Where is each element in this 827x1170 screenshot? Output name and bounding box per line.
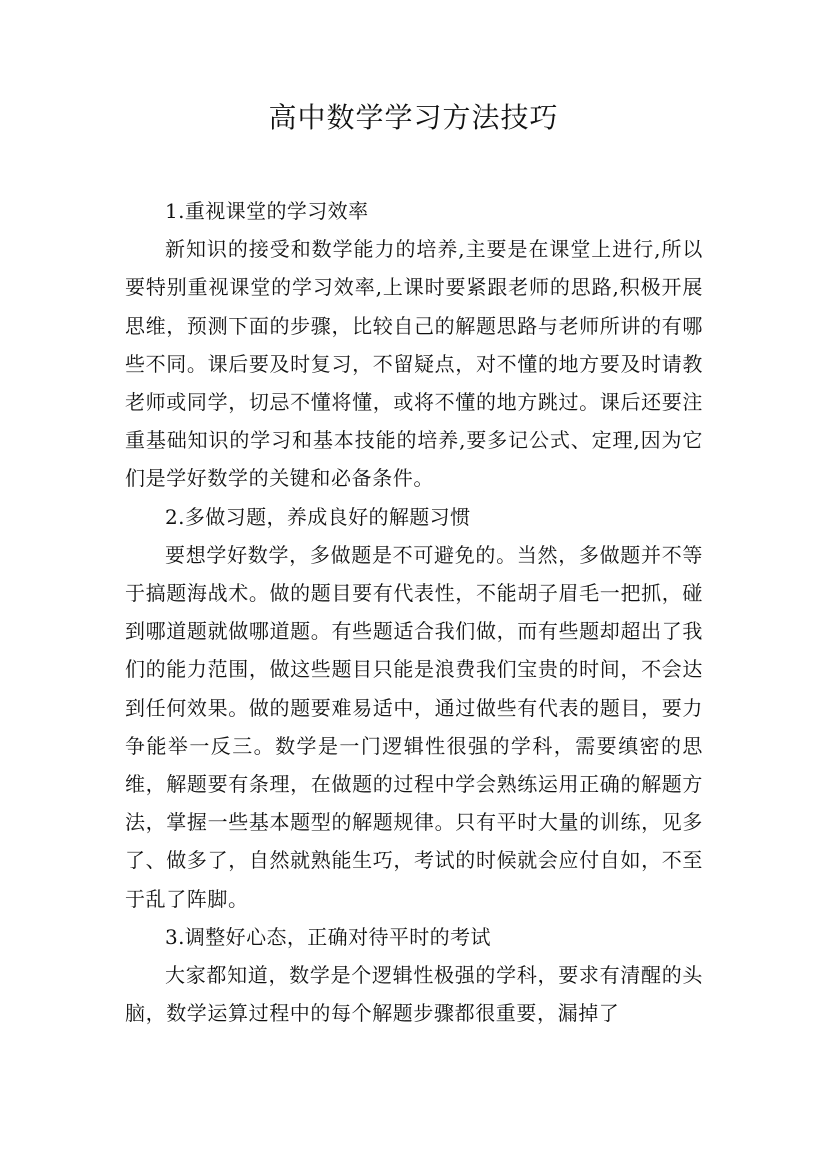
section-paragraph-3: 大家都知道，数学是个逻辑性极强的学科，要求有清醒的头脑，数学运算过程中的每个解题步骤都很重要，漏掉了 xyxy=(125,963,703,1026)
document-body xyxy=(125,192,703,1032)
section-heading-2: 2.多做习题，养成良好的解题习惯 xyxy=(165,504,471,529)
section-heading-3: 3.调整好心态，正确对待平时的考试 xyxy=(165,924,491,949)
section-paragraph-2: 要想学好数学，多做题是不可避免的。当然，多做题并不等于搞题海战术。做的题目要有代表性，不能胡子眉毛一把抓，碰到哪道题就做哪道题。有些题适合我们做，而有些题却超出了我们的能力范围，做这些题目只能是浪费我们宝贵的时间，不会达到任何效果。做的题要难易适中，通过做些有代表的题目，要力争能举一反三。数学是一门逻辑性很强的学科，需要缜密的思维，解题要有条理，在做题的过程中学会熟练运用正确的解题方法，掌握一些基本题型的解题规律。只有平时大量的训练，见多了、做多了，自然就熟能生巧，考试的时候就会应付自如，不至于乱了阵脚。 xyxy=(125,542,703,911)
section-heading-1: 1.重视课堂的学习效率 xyxy=(165,199,369,223)
section-paragraph-1: 新知识的接受和数学能力的培养,主要是在课堂上进行,所以要特别重视课堂的学习效率,上课时要紧跟老师的思路,积极开展思维，预测下面的步骤，比较自己的解题思路与老师所讲的有哪些不同。课后要及时复习，不留疑点，对不懂的地方要及时请教老师或同学，切忌不懂将懂，或将不懂的地方跳过。课后还要注重基础知识的学习和基本技能的培养,要多记公式、定理,因为它们是学好数学的关键和必备条件。 xyxy=(125,237,703,491)
document-title: 高中数学学习方法技巧 xyxy=(268,101,559,134)
